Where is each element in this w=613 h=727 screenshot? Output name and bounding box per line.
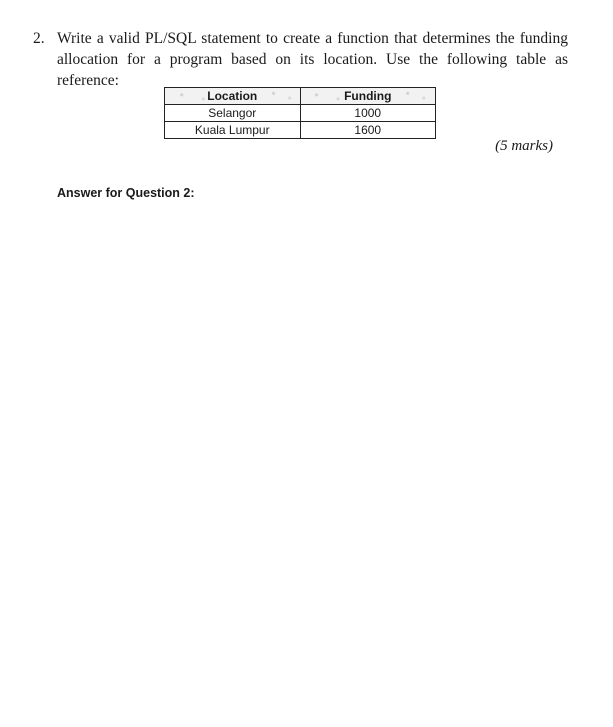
- table-row: [165, 122, 436, 139]
- header-funding: Funding: [300, 88, 436, 105]
- cell-location: Selangor: [165, 105, 301, 122]
- table-row: [165, 105, 436, 122]
- answer-heading: Answer for Question 2:: [57, 186, 195, 200]
- question-number: 2.: [33, 30, 45, 47]
- table-header-row: [165, 88, 436, 105]
- cell-location: Kuala Lumpur: [165, 122, 301, 139]
- cell-funding: 1600: [300, 122, 436, 139]
- cell-funding: 1000: [300, 105, 436, 122]
- question-text: Write a valid PL/SQL statement to create a function that determines the funding allocation for a program based on its location. Use the following table as reference:: [57, 30, 568, 89]
- marks-label: (5 marks): [495, 138, 553, 154]
- question-block: [33, 28, 568, 91]
- header-location: Location: [165, 88, 301, 105]
- reference-table: [164, 87, 436, 139]
